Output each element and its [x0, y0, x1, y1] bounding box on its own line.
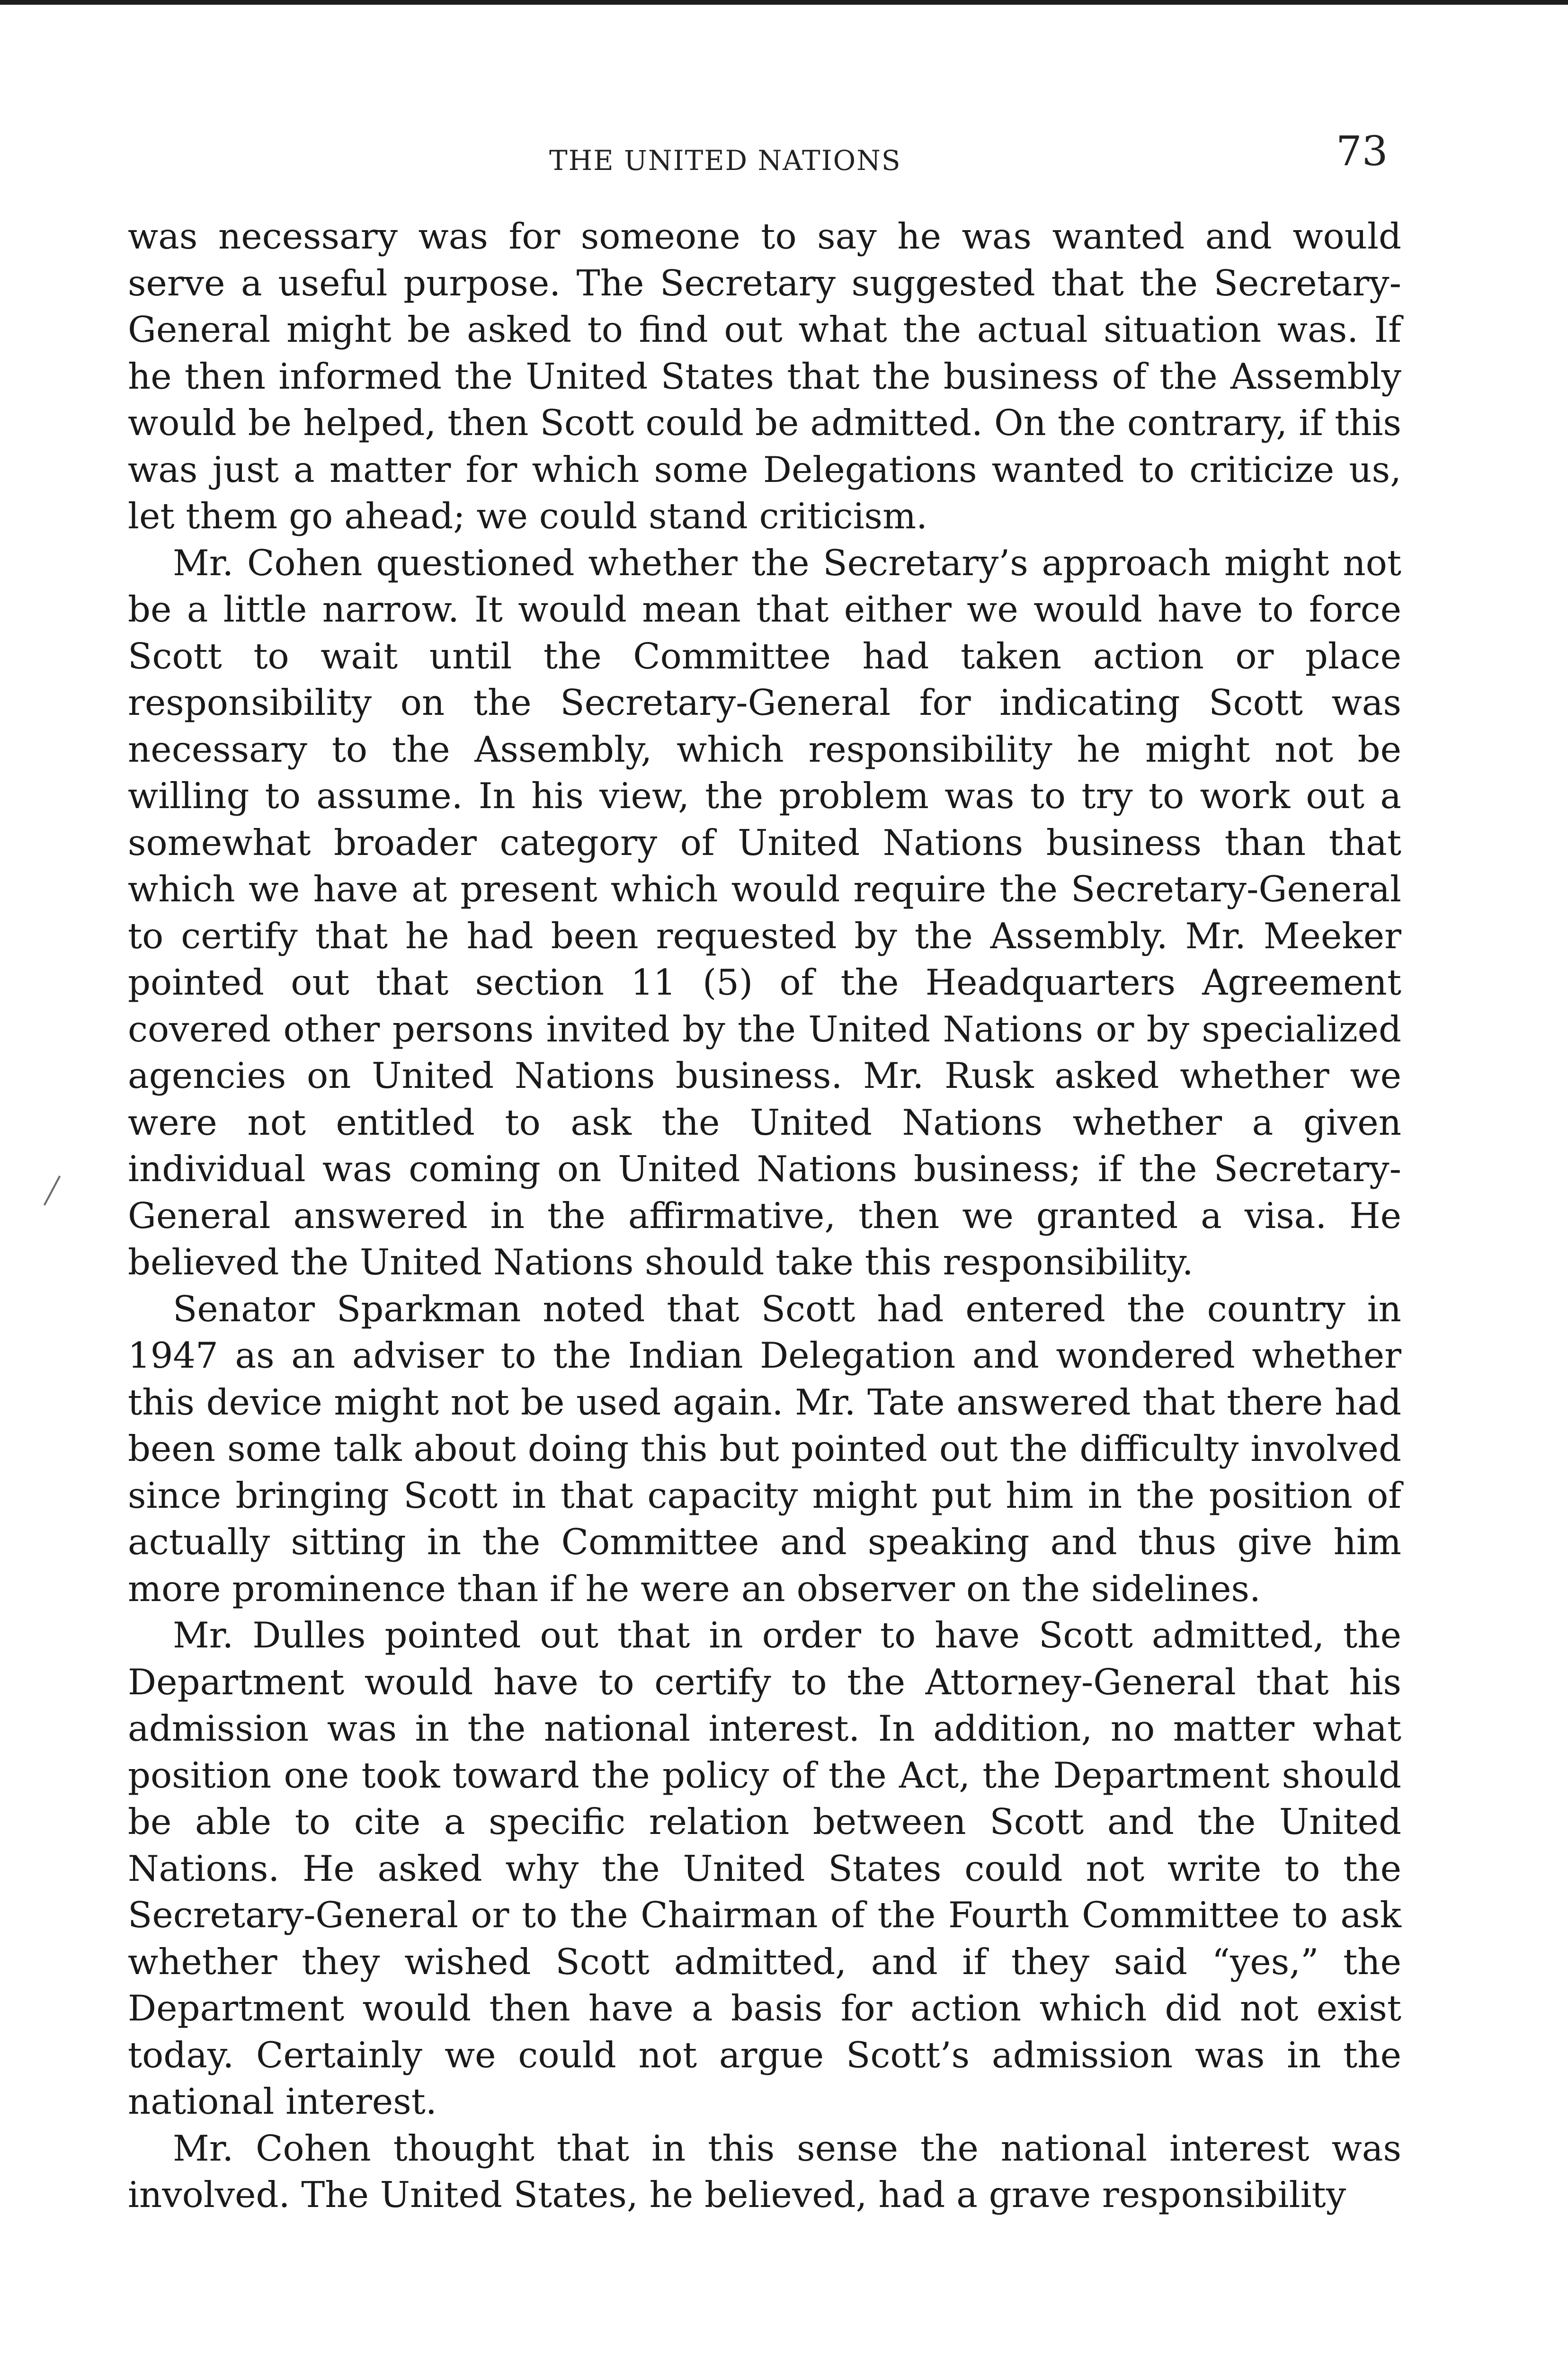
body-text: [128, 213, 1401, 2218]
paragraph-dulles: Mr. Dulles pointed out that in order to have Scott admitted, the Department would have to certify to the Attorney-General that his admission was in the national interest. In addition, no matter what position one took toward the policy of the Act, the Department should be able to cite a specific relation between Scott and the United Nations. He asked why the United States could not write to the Secretary-General or to the Chairman of the Fourth Committee to ask whether they wished Scott admitted, and if they said “yes,” the Department would then have a basis for action which did not exist today. Certainly we could not argue Scott’s admission was in the national interest.: [128, 1614, 1401, 2122]
paragraph-continued: was necessary was for someone to say he was wanted and would serve a useful purpose. The Secretary suggested that the Secretary-General might be asked to find out what the actual situation was. If he then informed the United States that the business of the Assembly would be helped, then Scott could be admitted. On the contrary, if this was just a matter for which some Delegations wanted to criticize us, let them go ahead; we could stand criticism.: [128, 215, 1401, 537]
margin-pencil-mark: [44, 1175, 61, 1206]
top-edge-rule: [0, 0, 1568, 5]
page-number: 73: [1336, 128, 1388, 175]
paragraph-cohen-national-interest: Mr. Cohen thought that in this sense the national interest was involved. The United States, he believed, had a grave responsibility: [128, 2127, 1401, 2216]
running-title: THE UNITED NATIONS: [549, 144, 901, 177]
paragraph-sparkman: Senator Sparkman noted that Scott had entered the country in 1947 as an adviser to the Indian Delegation and wondered whether this device might not be used again. Mr. Tate answered that there had been some talk about doing this but pointed out the difficulty involved since bringing Scott in that capacity might put him in the position of actually sitting in the Committee and speaking and thus give him more prominence than if he were an observer on the sidelines.: [128, 1288, 1401, 1610]
paragraph-cohen-question: Mr. Cohen questioned whether the Secretary’s approach might not be a little narrow. It would mean that either we would have to force Scott to wait until the Committee had taken action or place responsibility on the Secretary-General for indicating Scott was necessary to the Assembly, which responsibility he might not be willing to assume. In his view, the problem was to try to work out a somewhat broader category of United Nations business than that which we have at present which would require the Secretary-General to certify that he had been requested by the Assembly. Mr. Meeker pointed out that section 11 (5) of the Headquarters Agreement covered other persons invited by the United Nations or by specialized agencies on United Nations business. Mr. Rusk asked whether we were not entitled to ask the United Nations whether a given individual was coming on United Nations business; if the Secretary-General answered in the affirmative, then we granted a visa. He believed the United Nations should take this responsibility.: [128, 542, 1401, 1283]
